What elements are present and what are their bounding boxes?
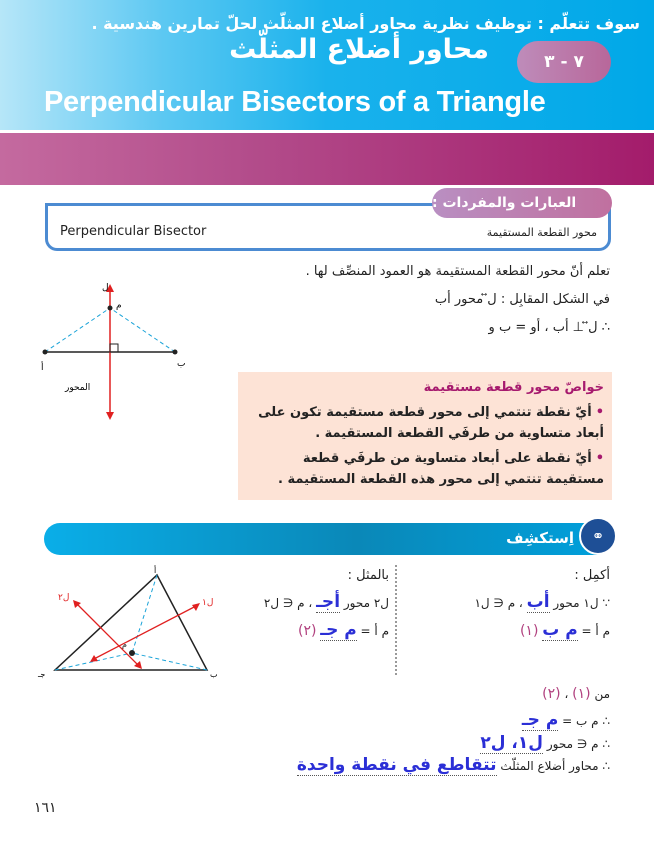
- equation-ref: (٢): [542, 686, 561, 702]
- fig1-label-a: أ: [41, 363, 44, 373]
- intro-line-3: ∴ ل⃡ ⊥ أب ، أو = ب و: [488, 320, 610, 335]
- lesson-number-badge: ٧ - ٣: [517, 41, 611, 83]
- fig1-label-axis: المحور: [65, 383, 91, 393]
- conclusion-text: ∴ م ∈ محور: [546, 737, 610, 751]
- fig2-label-c: جـ: [38, 670, 46, 679]
- fig2-label-l2: ل٢: [58, 593, 70, 603]
- complete-line-2: [520, 620, 610, 641]
- equation-ref: (١): [572, 686, 591, 702]
- binoculars-icon: ⚭: [579, 517, 617, 555]
- conclusion-line-3: [480, 733, 610, 754]
- complete-line1-end: ، م ∈ ل١: [474, 596, 523, 610]
- fig1-label-l: ل: [102, 283, 109, 293]
- similarly-line1-end: ، م ∈ ل٢: [263, 596, 313, 610]
- equation-ref: (٢): [297, 623, 317, 639]
- similarly-line1-text: ل٢ محور: [343, 596, 389, 610]
- intro-line-2: في الشكل المقابِل : ل⃡ محور أب: [434, 292, 610, 307]
- properties-title: خواصّ محور قطعة مستقيمة: [423, 380, 604, 395]
- conclusion-line-2: [522, 710, 610, 731]
- property-item: • أيّ نقطة على أبعاد متساوية من طرفَي قطعة مستقيمة تنتمي إلى محور هذه القطعة المستقيمة .: [249, 448, 604, 490]
- lesson-title-en: Perpendicular Bisectors of a Triangle: [44, 86, 546, 118]
- from-text: من: [594, 687, 610, 701]
- handwritten-answer: أجـ: [316, 592, 341, 612]
- complete-line1-text: ∵ ل١ محور: [553, 596, 610, 610]
- vocab-term-en: Perpendicular Bisector: [60, 224, 207, 239]
- page-number: ١٦١: [34, 800, 57, 816]
- similarly-line2-text: م أ =: [360, 624, 389, 638]
- complete-line-1: [474, 592, 610, 613]
- lesson-title-ar: محاور أضلاع المثلّث: [229, 34, 489, 65]
- objective-bar: [0, 133, 654, 185]
- vocab-term-ar: محور القطعة المستقيمة: [486, 226, 597, 239]
- fig2-label-l1: ل١: [202, 598, 214, 608]
- conclusion-line-1: [542, 686, 610, 702]
- conclusion-line-4: [297, 755, 610, 776]
- fig2-label-m: م: [122, 640, 127, 649]
- explore-label: اِستكشِف: [506, 529, 574, 547]
- triangle-bisectors-figure: [30, 565, 220, 680]
- handwritten-answer: م ب: [542, 620, 578, 640]
- column-divider: [395, 565, 397, 675]
- conclusion-text: ∴ محاور أضلاع المثلّث: [500, 759, 610, 773]
- similarly-line-2: [298, 620, 389, 641]
- conclusion-text: ∴ م ب =: [562, 714, 610, 728]
- handwritten-answer: م جـ: [521, 710, 559, 730]
- vocab-label: العبارات والمفردات :: [432, 188, 612, 218]
- complete-line2-text: م أ =: [581, 624, 610, 638]
- fig1-label-b: ب: [177, 359, 186, 369]
- handwritten-answer: تتقاطع في نقطة واحدة: [296, 755, 497, 775]
- fig2-label-a: أ: [154, 566, 157, 575]
- handwritten-answer: م جـ: [320, 620, 357, 640]
- intro-line-1: تعلم أنّ محور القطعة المستقيمة هو العمود المنصِّف لها .: [305, 264, 610, 279]
- complete-label: أكمِل :: [574, 568, 610, 583]
- similarly-label: بالمثل :: [347, 568, 389, 583]
- equation-ref: (١): [519, 623, 539, 639]
- handwritten-answer: أب: [526, 592, 550, 612]
- perpendicular-bisector-figure: [35, 278, 195, 423]
- separator: ،: [564, 687, 569, 701]
- fig2-label-b: ب: [210, 670, 218, 679]
- fig1-label-m: م: [116, 301, 122, 311]
- properties-box: [238, 372, 612, 500]
- similarly-line-1: [264, 592, 389, 613]
- objective-text: سوف تتعلّم : توظيف نظرية محاور أضلاع المثلّث لحلّ تمارين هندسية .: [91, 14, 640, 33]
- vocab-box-top-border: [45, 203, 445, 206]
- handwritten-answer: ل١، ل٢: [480, 733, 544, 753]
- property-item: • أيّ نقطة تنتمي إلى محور قطعة مستقيمة تكون على أبعاد متساوية من طرفَي القطعة المستقيمة .: [249, 402, 604, 444]
